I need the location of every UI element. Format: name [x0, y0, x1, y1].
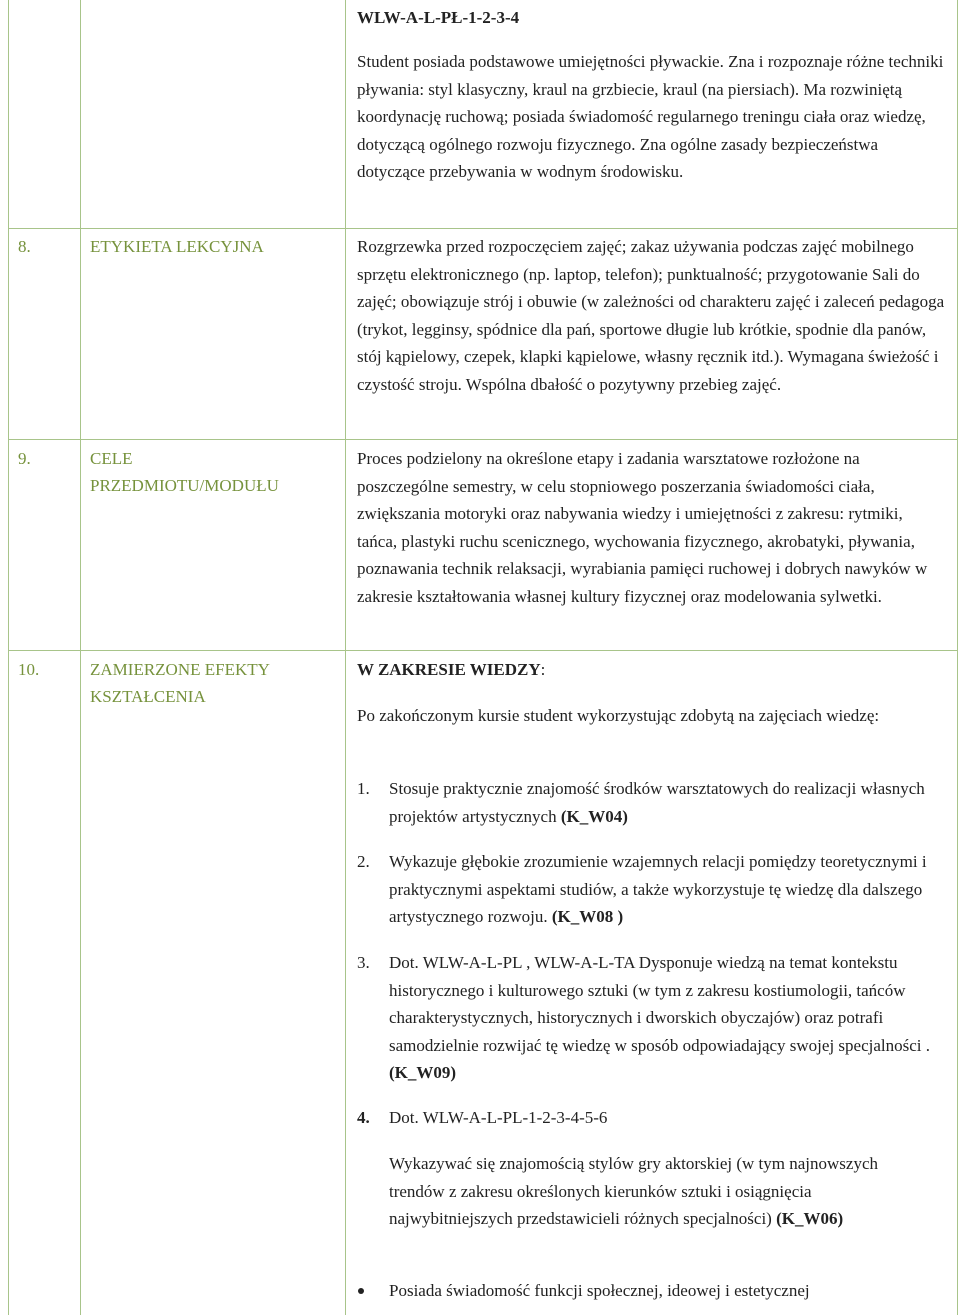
- bullet-dot: [358, 1288, 364, 1294]
- list-item-number: 2.: [357, 852, 370, 871]
- list-item-number: 1.: [357, 779, 370, 798]
- item4-detail: [389, 1150, 934, 1233]
- row-divider-8: [8, 228, 958, 229]
- heading-colon: :: [540, 660, 546, 679]
- top-row-code: WLW-A-L-PŁ-1-2-3-4: [357, 8, 520, 27]
- list-item-code: (K_W04): [560, 806, 628, 826]
- top-row-text: Student posiada podstawowe umiejętności pływackie. Zna i rozpoznaje różne techniki pływania: styl klasyczny, kraul na grzbiecie, kraul (na piersiach). Ma rozwiniętą koordynację ruchową; posiada świadomość regularnego treningu ciała oraz wiedzę, dotyczącą ogólnego rozwoju fizycznego. Zna ogólne zasady bezpieczeństwa dotyczące przebywania w wodnym środowisku.: [357, 52, 944, 181]
- table-border-right: [957, 0, 958, 1315]
- row10-label-line2: KSZTAŁCENIA: [90, 687, 206, 706]
- item4-code: (K_W06): [776, 1209, 844, 1228]
- row-divider-9: [8, 439, 958, 440]
- knowledge-heading: W ZAKRESIE WIEDZY: [357, 660, 541, 679]
- row8-text: Rozgrzewka przed rozpoczęciem zajęć; zakaz używania podczas zajęć mobilnego sprzętu elektronicznego (np. laptop, telefon); punktualność; przygotowanie Sali do zajęć; obowiązuje strój i obuwie (w zależności od charakteru zajęć i zaleceń pedagoga (trykot, legginsy, spódnice dla pań, sportowe długie lub krótkie, spodnie dla panów, stój kąpielowy, czepek, klapki kąpielowe, własny ręcznik itd.). Wymagana świeżość i czystość stroju. Wspólna dbałość o pozytywny przebieg zajęć.: [357, 237, 945, 394]
- list-item-text: Dot. WLW-A-L-PL , WLW-A-L-TA Dysponuje wiedzą na temat kontekstu historycznego i kulturowego sztuki (w tym z zakresu kostiumologii, tańców charakterystycznych, historycznych i dworskich obyczajów) oraz potrafi samodzielnie rozwijać tę wiedzę w sposób odpowiadający swojej specjalności .: [389, 953, 930, 1055]
- row9-number: 9.: [18, 449, 31, 468]
- list-item-text: Stosuje praktycznie znajomość środków warsztatowych do realizacji własnych projektów artystycznych: [389, 779, 925, 826]
- list-item-text: Dot. WLW-A-L-PL-1-2-3-4-5-6: [389, 1108, 608, 1127]
- list-item-number: 4.: [357, 1108, 370, 1127]
- list-item-code: (K_W09): [389, 1063, 457, 1082]
- row10-heading: [357, 656, 545, 684]
- row9-label-line2: PRZEDMIOTU/MODUŁU: [90, 476, 279, 495]
- row10-number: 10.: [18, 660, 40, 679]
- row10-label-line1: ZAMIERZONE EFEKTY: [90, 660, 270, 679]
- list-item-number: 3.: [357, 953, 370, 972]
- row8-label: ETYKIETA LEKCYJNA: [90, 237, 264, 256]
- bullet-item: Posiada świadomość funkcji społecznej, ideowej i estetycznej: [389, 1281, 810, 1300]
- table-border-col2: [345, 0, 346, 1315]
- list-item-text: Wykazuje głębokie zrozumienie wzajemnych relacji pomiędzy teoretycznymi i praktycznymi aspektami studiów, a także wykorzystuje tę wiedzę dla dalszego artystycznego rozwoju.: [389, 852, 927, 926]
- item4-detail-text: Wykazywać się znajomością stylów gry aktorskiej (w tym najnowszych trendów z zakresu określonych kierunków sztuki i osiągnięcia najwybitniejszych przedstawicieli różnych specjalności): [389, 1154, 879, 1228]
- row8-number: 8.: [18, 237, 31, 256]
- row-divider-10: [8, 650, 958, 651]
- row10-intro: Po zakończonym kursie student wykorzystując zdobytą na zajęciach wiedzę:: [357, 706, 880, 725]
- list-item-code: (K_W08 ): [551, 907, 624, 926]
- table-border-col1: [80, 0, 81, 1315]
- row9-text: Proces podzielony na określone etapy i zadania warsztatowe rozłożone na poszczególne semestry, w celu stopniowego poszerzania świadomości ciała, zwiększania motoryki oraz nabywania wiedzy i umiejętności z zakresu: rytmiki, tańca, plastyki ruchu scenicznego, wychowania fizycznego, akrobatyki, pływania, poznawania technik relaksacji, wyrabiania pamięci ruchowej i dobrych nawyków w zakresie kształtowania własnej kultury fizycznej oraz modelowania sylwetki.: [357, 449, 928, 606]
- row9-label-line1: CELE: [90, 449, 133, 468]
- table-border-left: [8, 0, 9, 1315]
